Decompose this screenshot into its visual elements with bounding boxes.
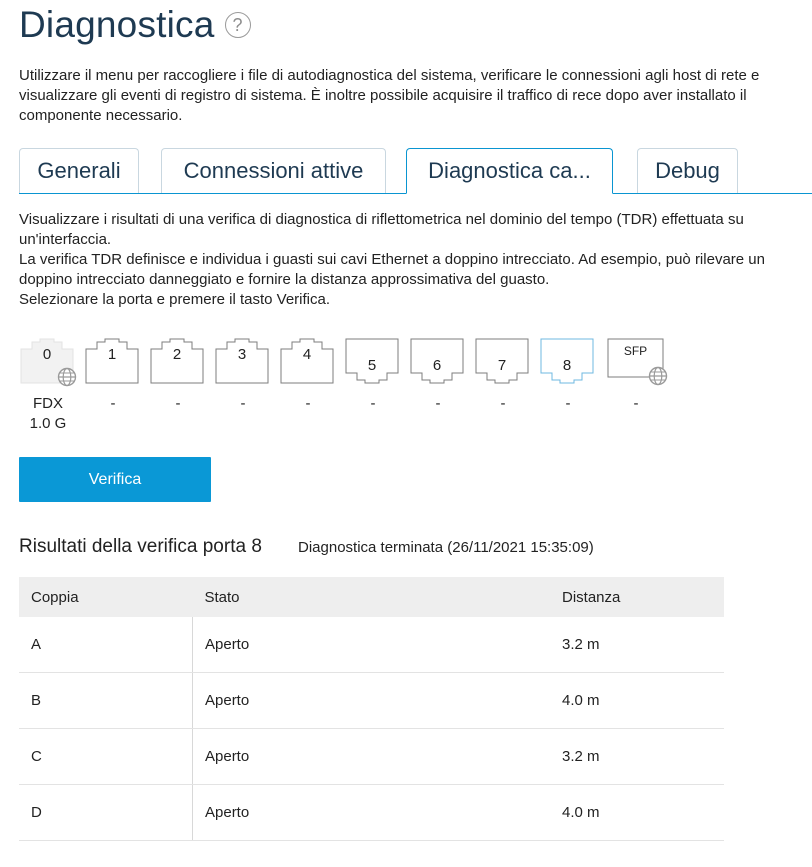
port-3[interactable] bbox=[215, 338, 271, 412]
port-5[interactable] bbox=[345, 338, 401, 412]
desc-line-1: Visualizzare i risultati di una verifica di diagnostica di riflettometrica nel dominio del tempo (TDR) effettuata su un'interfaccia. bbox=[19, 211, 744, 248]
page-intro: Utilizzare il menu per raccogliere i file di autodiagnostica del sistema, verificare le connessioni agli host di rete e visualizzare gli eventi di registro di sistema. È inoltre possibile acquisire il traffico di rece dopo aver installato il componente necessario. bbox=[19, 67, 760, 124]
tab-debug[interactable]: Debug bbox=[637, 148, 738, 193]
cell-pair: C bbox=[19, 729, 193, 785]
port-8-label: 8 bbox=[562, 357, 572, 374]
cell-state: Aperto bbox=[193, 729, 551, 785]
port-0[interactable] bbox=[20, 338, 76, 432]
port-7-status: - bbox=[500, 395, 506, 412]
desc-line-3: Selezionare la porta e premere il tasto Verifica. bbox=[19, 291, 330, 308]
cell-pair: B bbox=[19, 673, 193, 729]
desc-line-2: La verifica TDR definisce e individua i guasti sui cavi Ethernet a doppino intrecciato. Ad esempio, può rilevare un doppino intrecciato danneggiato e fornire la distanza approssimativa del guasto. bbox=[19, 251, 765, 288]
help-icon[interactable]: ? bbox=[225, 12, 251, 38]
page-title: Diagnostica bbox=[19, 4, 215, 45]
port-4-status: - bbox=[305, 395, 311, 412]
port-1[interactable] bbox=[85, 338, 141, 412]
port-2-label: 2 bbox=[172, 346, 182, 363]
port-7[interactable] bbox=[475, 338, 531, 412]
verify-button[interactable]: Verifica bbox=[19, 457, 211, 502]
port-3-status: - bbox=[240, 395, 246, 412]
tdr-description bbox=[19, 210, 809, 310]
table-row bbox=[19, 729, 724, 785]
tab-connessioni-attive[interactable]: Connessioni attive bbox=[161, 148, 386, 193]
cell-state: Aperto bbox=[193, 673, 551, 729]
port-6-status: - bbox=[435, 395, 441, 412]
globe-icon bbox=[648, 366, 668, 386]
port-8-status: - bbox=[565, 395, 571, 412]
port-5-label: 5 bbox=[367, 357, 377, 374]
port-0-status: FDX 1.0 G bbox=[29, 395, 67, 432]
results-status: Diagnostica terminata (26/11/2021 15:35:09) bbox=[298, 539, 594, 556]
page-header bbox=[19, 4, 251, 46]
tab-generali[interactable]: Generali bbox=[19, 148, 139, 193]
port-1-status: - bbox=[110, 395, 116, 412]
cell-distance: 4.0 m bbox=[550, 785, 724, 841]
port-selector bbox=[0, 338, 812, 438]
globe-icon bbox=[57, 367, 77, 387]
port-2-status: - bbox=[175, 395, 181, 412]
results-title: Risultati della verifica porta 8 bbox=[19, 536, 262, 557]
cell-distance: 3.2 m bbox=[550, 617, 724, 673]
column-header-distance: Distanza bbox=[550, 577, 724, 617]
cell-distance: 4.0 m bbox=[550, 673, 724, 729]
cell-pair: D bbox=[19, 785, 193, 841]
port-7-label: 7 bbox=[497, 357, 507, 374]
port-2[interactable] bbox=[150, 338, 206, 412]
port-0-label: 0 bbox=[42, 346, 52, 363]
port-5-status: - bbox=[370, 395, 376, 412]
table-row bbox=[19, 785, 724, 841]
results-table bbox=[19, 577, 724, 841]
table-header-row bbox=[19, 577, 724, 617]
port-6[interactable] bbox=[410, 338, 466, 412]
port-6-label: 6 bbox=[432, 357, 442, 374]
tab-diagnostica-cavi[interactable]: Diagnostica ca... bbox=[406, 148, 613, 194]
tab-bar bbox=[0, 148, 812, 194]
cell-pair: A bbox=[19, 617, 193, 673]
cell-distance: 3.2 m bbox=[550, 729, 724, 785]
port-sfp-status: - bbox=[633, 395, 639, 412]
table-row bbox=[19, 673, 724, 729]
table-row bbox=[19, 617, 724, 673]
port-1-label: 1 bbox=[107, 346, 117, 363]
cell-state: Aperto bbox=[193, 785, 551, 841]
column-header-pair: Coppia bbox=[19, 577, 193, 617]
cell-state: Aperto bbox=[193, 617, 551, 673]
column-header-state: Stato bbox=[193, 577, 551, 617]
port-4-label: 4 bbox=[302, 346, 312, 363]
port-4[interactable] bbox=[280, 338, 336, 412]
port-sfp[interactable] bbox=[607, 338, 663, 412]
port-sfp-label: SFP bbox=[623, 344, 648, 358]
port-8[interactable] bbox=[540, 338, 596, 412]
port-3-label: 3 bbox=[237, 346, 247, 363]
